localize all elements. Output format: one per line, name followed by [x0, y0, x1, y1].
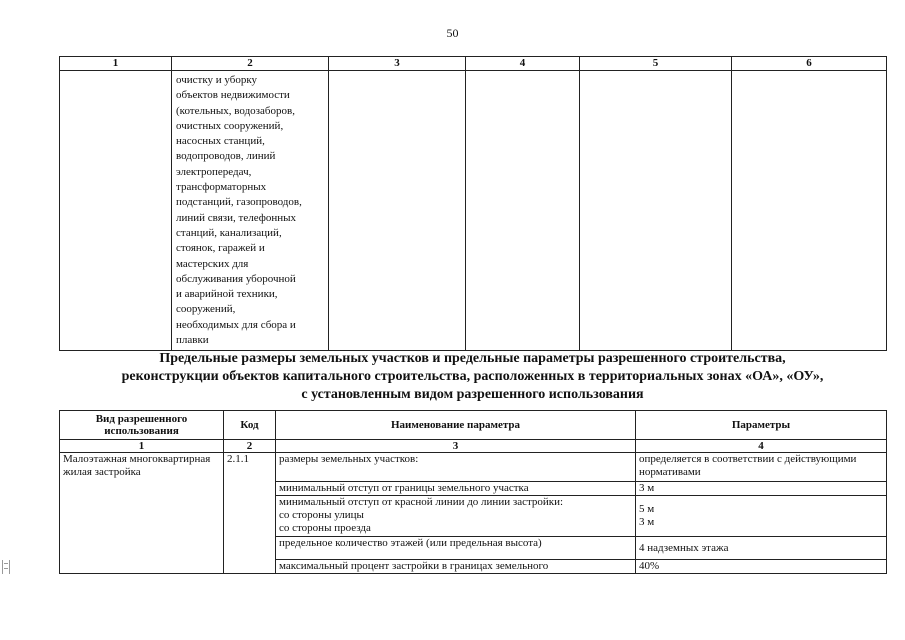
continuation-text: очистку и уборку объектов недвижимости (котельных, водозаборов, очистных сооружений, насосных станций, водопроводов, линий электропередач, трансформаторных подстанций, газопроводов, линий связи, телефонных станций, канализаций, стоянок, гаражей и мастерских для обслуживания уборочной и аварийной техники, сооружений, необходимых для сбора и плавки	[172, 71, 329, 351]
param-name: минимальный отступ от красной линии до линии застройки: со стороны улицы со стороны проезда	[276, 496, 636, 537]
column-header: Параметры	[636, 411, 887, 440]
page-number: 50	[446, 26, 459, 40]
section-title-line: Предельные размеры земельных участков и предельные параметры разрешенного строительства,	[159, 351, 786, 366]
column-header: 5	[580, 57, 732, 71]
column-number: 3	[276, 440, 636, 453]
param-value: 3 м	[636, 482, 887, 496]
parameters-table	[59, 410, 887, 574]
table-cell	[329, 71, 466, 351]
column-header: 4	[466, 57, 580, 71]
table-row	[60, 71, 887, 351]
param-value: 40%	[636, 560, 887, 574]
param-value: определяется в соответствии с действующими нормативами	[636, 453, 887, 482]
table-row	[60, 453, 887, 482]
column-header: Код	[224, 411, 276, 440]
use-type-cell: Малоэтажная многоквартирная жилая застройка	[60, 453, 224, 574]
table-cell	[60, 71, 172, 351]
column-header: 3	[329, 57, 466, 71]
column-number: 2	[224, 440, 276, 453]
param-name: предельное количество этажей (или предельная высота)	[276, 537, 636, 560]
param-value: 4 надземных этажа	[636, 537, 887, 560]
column-header: 6	[732, 57, 887, 71]
column-header: 2	[172, 57, 329, 71]
column-header: Наименование параметра	[276, 411, 636, 440]
continuation-table	[59, 56, 887, 351]
code-cell: 2.1.1	[224, 453, 276, 574]
column-number-row	[60, 440, 887, 453]
table-header-row	[60, 57, 887, 71]
section-title-line: реконструкции объектов капитального строительства, расположенных в территориальных зонах «ОА», «ОУ»,	[121, 369, 824, 384]
table-header-row	[60, 411, 887, 440]
table-cell	[466, 71, 580, 351]
table-cell	[580, 71, 732, 351]
param-name: размеры земельных участков:	[276, 453, 636, 482]
section-title-line: с установленным видом разрешенного использования	[301, 387, 644, 402]
column-header: Вид разрешенного использования	[60, 411, 224, 440]
column-number: 1	[60, 440, 224, 453]
param-name: максимальный процент застройки в границах земельного	[276, 560, 636, 574]
column-number: 4	[636, 440, 887, 453]
param-value: 5 м 3 м	[636, 496, 887, 537]
table-cell	[732, 71, 887, 351]
column-header: 1	[60, 57, 172, 71]
binding-mark	[2, 560, 10, 574]
param-name: минимальный отступ от границы земельного участка	[276, 482, 636, 496]
section-title	[59, 350, 886, 404]
